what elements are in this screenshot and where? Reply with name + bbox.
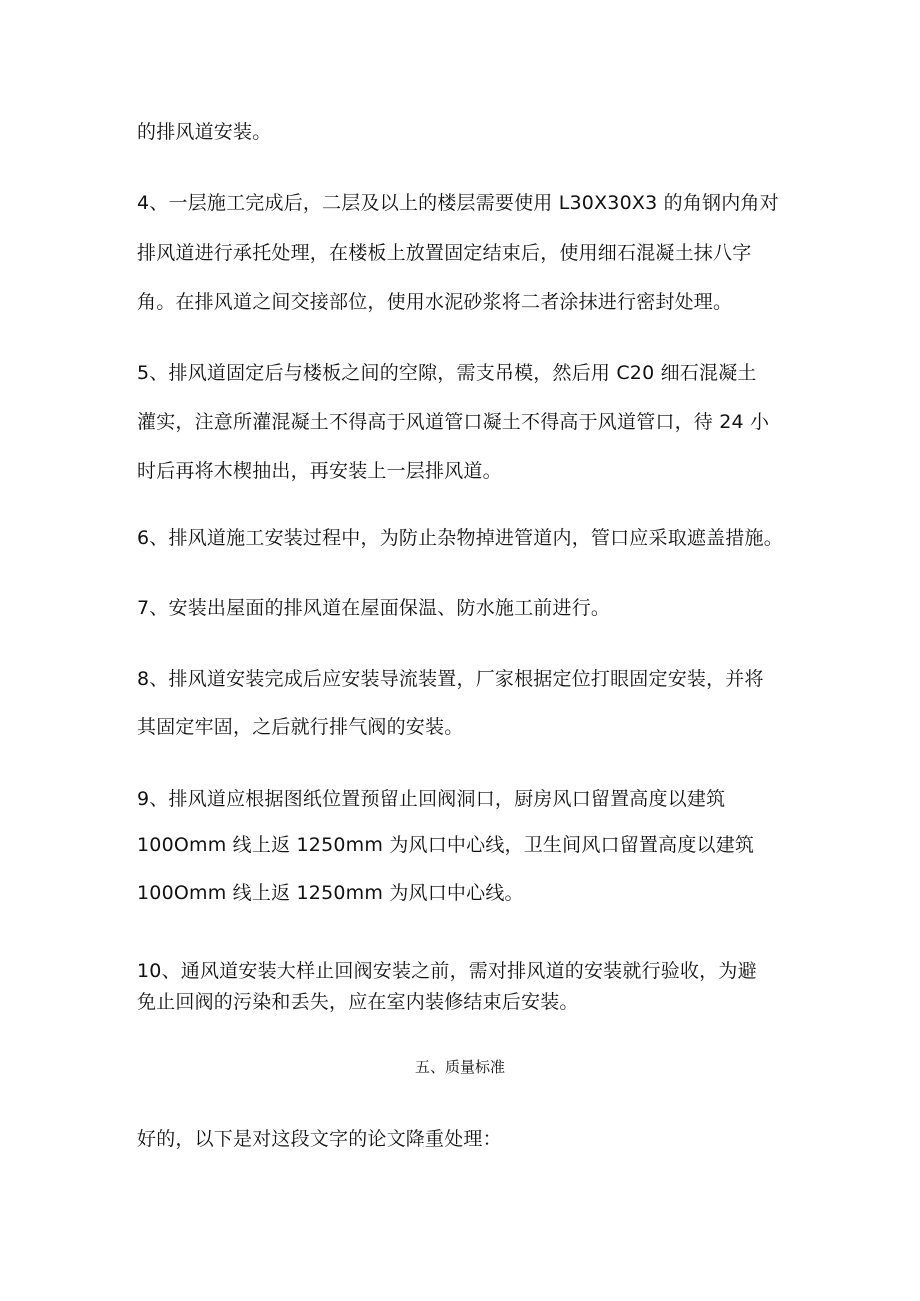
paragraph-line: 时后再将木楔抽出，再安装上一层排风道。 xyxy=(137,460,502,482)
paragraph-line: 10、通风道安装大样止回阀安装之前，需对排风道的安装就行验收，为避 xyxy=(137,960,757,982)
paragraph-line: 9、排风道应根据图纸位置预留止回阀洞口，厨房风口留置高度以建筑 xyxy=(137,788,726,810)
paragraph-line: 免止回阀的污染和丢失，应在室内装修结束后安装。 xyxy=(137,991,579,1013)
paragraph-line: 100Omm 线上返 1250mm 为风口中心线。 xyxy=(137,882,524,904)
paragraph-line: 4、一层施工完成后，二层及以上的楼层需要使用 L30X30X3 的角钢内角对 xyxy=(137,192,779,214)
paragraph-line: 的排风道安装。 xyxy=(137,121,272,143)
section-heading: 五、质量标准 xyxy=(414,1058,505,1076)
paragraph-line: 角。在排风道之间交接部位，使用水泥砂浆将二者涂抹进行密封处理。 xyxy=(137,291,733,313)
paragraph-line: 7、安装出屋面的排风道在屋面保温、防水施工前进行。 xyxy=(137,597,611,619)
paragraph-line: 排风道进行承托处理，在楼板上放置固定结束后，使用细石混凝土抹八字 xyxy=(137,242,752,264)
paragraph-line: 100Omm 线上返 1250mm 为风口中心线，卫生间风口留置高度以建筑 xyxy=(137,834,755,856)
closing-line: 好的，以下是对这段文字的论文降重处理： xyxy=(137,1128,502,1150)
paragraph-line: 5、排风道固定后与楼板之间的空隙，需支吊模，然后用 C20 细石混凝土 xyxy=(137,362,757,384)
paragraph-line: 其固定牢固，之后就行排气阀的安装。 xyxy=(137,716,464,738)
paragraph-line: 灌实，注意所灌混凝土不得高于风道管口凝土不得高于风道管口，待 24 小 xyxy=(137,411,770,433)
paragraph-line: 8、排风道安装完成后应安装导流装置，厂家根据定位打眼固定安装，并将 xyxy=(137,668,764,690)
paragraph-line: 6、排风道施工安装过程中，为防止杂物掉进管道内，管口应采取遮盖措施。 xyxy=(137,527,783,549)
